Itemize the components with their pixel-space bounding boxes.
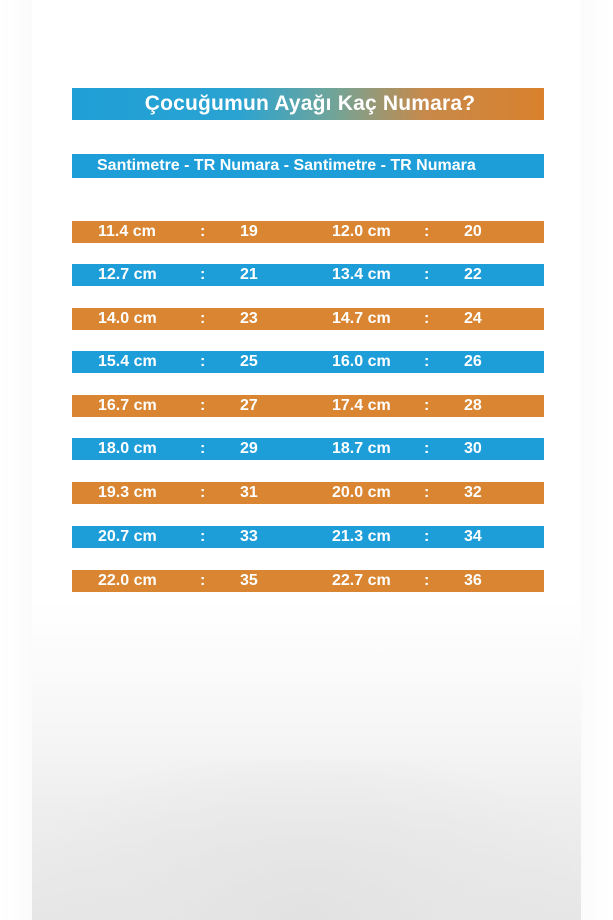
cm-value: 15.4 cm bbox=[98, 353, 157, 370]
tr-size: 35 bbox=[240, 572, 258, 589]
table-row bbox=[72, 308, 544, 330]
table-row bbox=[72, 221, 544, 243]
cm-value: 14.7 cm bbox=[332, 310, 391, 327]
separator: : bbox=[424, 440, 430, 457]
separator: : bbox=[200, 484, 206, 501]
separator: : bbox=[424, 572, 430, 589]
table-row bbox=[72, 395, 544, 417]
cm-value: 16.0 cm bbox=[332, 353, 391, 370]
tr-size: 20 bbox=[464, 223, 482, 240]
tr-size: 36 bbox=[464, 572, 482, 589]
separator: : bbox=[424, 528, 430, 545]
cm-value: 16.7 cm bbox=[98, 397, 157, 414]
cm-value: 12.0 cm bbox=[332, 223, 391, 240]
separator: : bbox=[200, 223, 206, 240]
table-row bbox=[72, 264, 544, 286]
separator: : bbox=[200, 310, 206, 327]
table-row bbox=[72, 351, 544, 373]
cm-value: 18.0 cm bbox=[98, 440, 157, 457]
cm-value: 20.7 cm bbox=[98, 528, 157, 545]
separator: : bbox=[424, 223, 430, 240]
cm-value: 14.0 cm bbox=[98, 310, 157, 327]
separator: : bbox=[424, 266, 430, 283]
tr-size: 31 bbox=[240, 484, 258, 501]
separator: : bbox=[200, 397, 206, 414]
left-margin bbox=[0, 0, 32, 920]
tr-size: 25 bbox=[240, 353, 258, 370]
separator: : bbox=[424, 484, 430, 501]
separator: : bbox=[200, 528, 206, 545]
tr-size: 26 bbox=[464, 353, 482, 370]
separator: : bbox=[424, 353, 430, 370]
table-row bbox=[72, 438, 544, 460]
cm-value: 21.3 cm bbox=[332, 528, 391, 545]
table-row bbox=[72, 482, 544, 504]
separator: : bbox=[200, 440, 206, 457]
background-fade bbox=[40, 760, 573, 920]
tr-size: 23 bbox=[240, 310, 258, 327]
cm-value: 11.4 cm bbox=[98, 223, 156, 240]
cm-value: 20.0 cm bbox=[332, 484, 391, 501]
column-header-bar bbox=[72, 154, 544, 178]
cm-value: 17.4 cm bbox=[332, 397, 391, 414]
tr-size: 27 bbox=[240, 397, 258, 414]
right-margin bbox=[581, 0, 613, 920]
separator: : bbox=[200, 353, 206, 370]
separator: : bbox=[424, 310, 430, 327]
cm-value: 18.7 cm bbox=[332, 440, 391, 457]
cm-value: 13.4 cm bbox=[332, 266, 391, 283]
cm-value: 12.7 cm bbox=[98, 266, 157, 283]
separator: : bbox=[200, 266, 206, 283]
tr-size: 21 bbox=[240, 266, 258, 283]
chart-title: Çocuğumun Ayağı Kaç Numara? bbox=[72, 88, 544, 120]
cm-value: 22.0 cm bbox=[98, 572, 157, 589]
cm-value: 22.7 cm bbox=[332, 572, 391, 589]
tr-size: 19 bbox=[240, 223, 258, 240]
tr-size: 29 bbox=[240, 440, 258, 457]
tr-size: 30 bbox=[464, 440, 482, 457]
separator: : bbox=[200, 572, 206, 589]
separator: : bbox=[424, 397, 430, 414]
table-row bbox=[72, 526, 544, 548]
tr-size: 32 bbox=[464, 484, 482, 501]
tr-size: 22 bbox=[464, 266, 482, 283]
tr-size: 34 bbox=[464, 528, 482, 545]
table-row bbox=[72, 570, 544, 592]
tr-size: 33 bbox=[240, 528, 258, 545]
column-header-text: Santimetre - TR Numara - Santimetre - TR Numara bbox=[97, 157, 476, 174]
tr-size: 24 bbox=[464, 310, 482, 327]
cm-value: 19.3 cm bbox=[98, 484, 157, 501]
tr-size: 28 bbox=[464, 397, 482, 414]
